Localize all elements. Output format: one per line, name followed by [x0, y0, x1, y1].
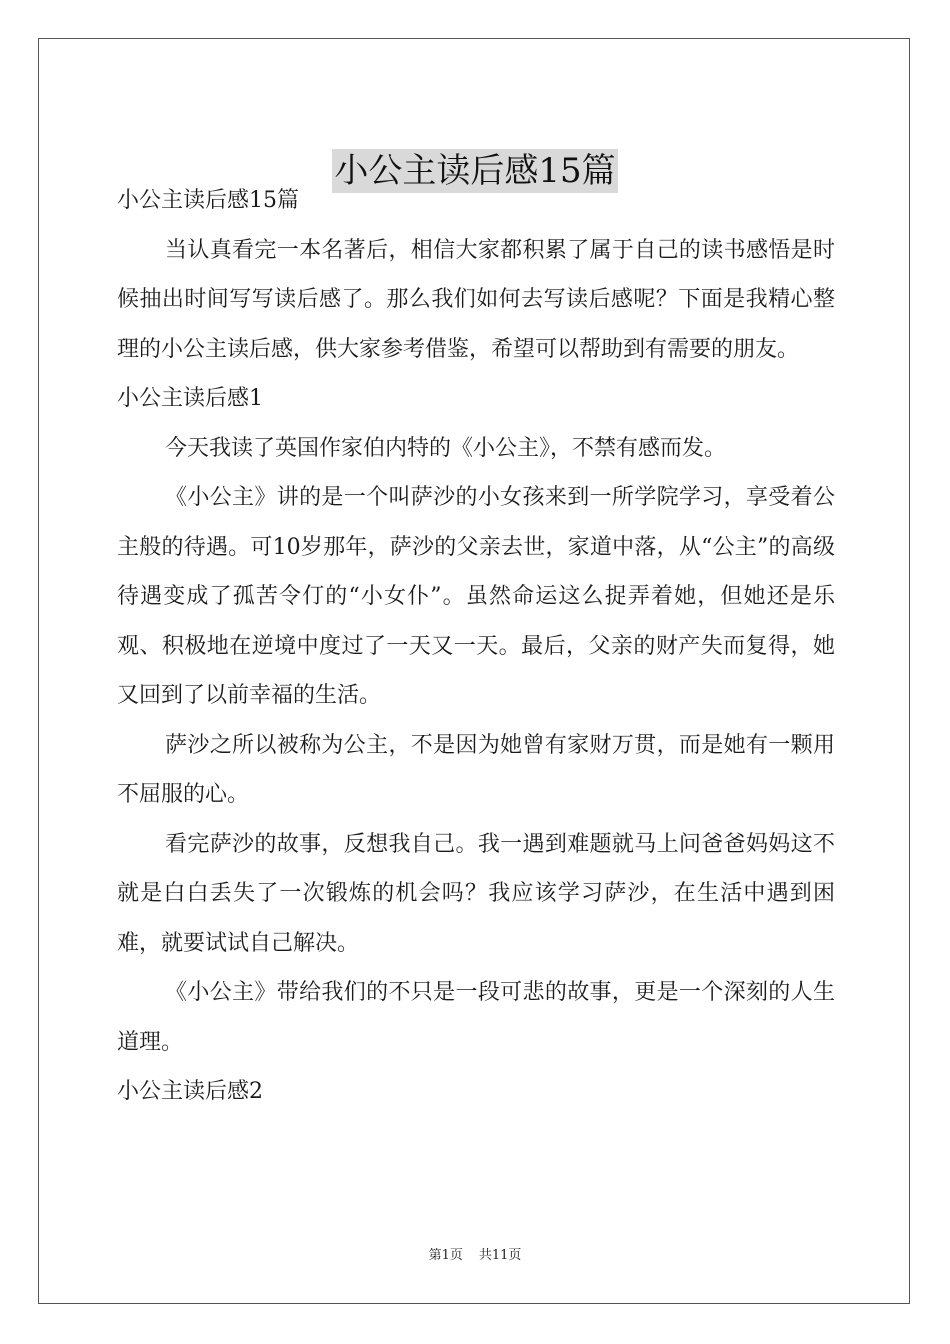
- page-total: 共11页: [478, 1248, 522, 1263]
- section-heading-1: 小公主读后感1: [117, 386, 263, 411]
- section-heading-2: 小公主读后感2: [117, 1079, 263, 1104]
- body-paragraph: 《小公主》带给我们的不只是一段可悲的故事，更是一个深刻的人生道理。: [117, 980, 835, 1055]
- document-body: [117, 176, 835, 1117]
- intro-paragraph: 当认真看完一本名著后，相信大家都积累了属于自己的读书感悟是时候抽出时间写写读后感了。那么我们如何去写读后感呢？下面是我精心整理的小公主读后感，供大家参考借鉴，希望可以帮助到有需要的朋友。: [117, 237, 835, 362]
- page-footer: [0, 1247, 950, 1265]
- body-paragraph: 今天我读了英国作家伯内特的《小公主》，不禁有感而发。: [165, 435, 727, 461]
- body-paragraph: 看完萨沙的故事，反想我自己。我一遇到难题就马上问爸爸妈妈这不就是白白丢失了一次锻炼的机会吗？我应该学习萨沙，在生活中遇到困难，就要试试自己解决。: [117, 831, 835, 956]
- body-paragraph: 《小公主》讲的是一个叫萨沙的小女孩来到一所学院学习，享受着公主般的待遇。可10岁那年，萨沙的父亲去世，家道中落，从“公主”的高级待遇变成了孤苦令仃的“小女仆”。虽然命运这么捉弄着她，但她还是乐观、积极地在逆境中度过了一天又一天。最后，父亲的财产失而复得，她又回到了以前幸福的生活。: [117, 485, 835, 708]
- page-number: 第1页: [428, 1248, 463, 1263]
- subtitle-line: 小公主读后感15篇: [117, 188, 299, 213]
- body-paragraph: 萨沙之所以被称为公主，不是因为她曾有家财万贯，而是她有一颗用不屈服的心。: [117, 732, 835, 807]
- document-title: 小公主读后感15篇: [334, 150, 616, 191]
